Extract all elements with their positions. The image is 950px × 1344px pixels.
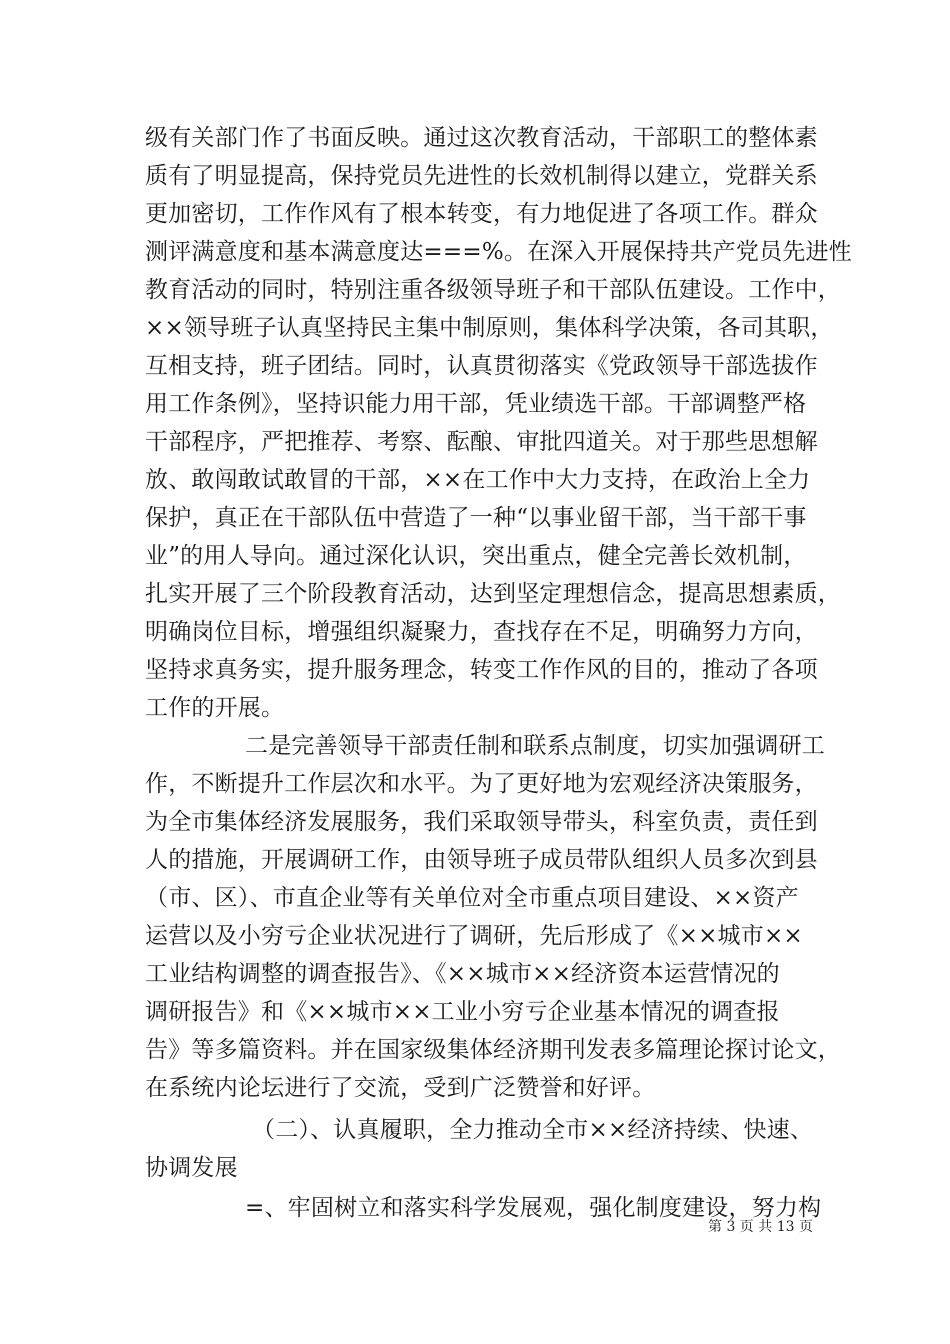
text-line: 扎实开展了三个阶段教育活动，达到坚定理想信念，提高思想素质， xyxy=(145,581,841,607)
text-line: 用工作条例》，坚持识能力用干部，凭业绩选干部。干部调整严格 xyxy=(145,391,807,417)
page-number-footer: 第 3 页 共 13 页 xyxy=(708,1219,813,1235)
text-line: 工作的开展。 xyxy=(145,695,285,721)
text-line: 坚持求真务实，提升服务理念，转变工作作风的目的，推动了各项 xyxy=(145,657,818,683)
section-heading-line: 协调发展 xyxy=(145,1155,238,1181)
section-heading-line: （二）、认真履职，全力推动全市××经济持续、快速、 xyxy=(252,1117,814,1143)
text-line: 业”的用人导向。通过深化认识，突出重点，健全完善长效机制， xyxy=(145,543,807,569)
text-line: 更加密切，工作作风有了根本转变，有力地促进了各项工作。群众 xyxy=(145,201,818,227)
text-line: 级有关部门作了书面反映。通过这次教育活动，干部职工的整体素 xyxy=(145,125,818,151)
text-line: 教育活动的同时，特别注重各级领导班子和干部队伍建设。工作中， xyxy=(145,277,841,303)
text-line: 明确岗位目标，增强组织凝聚力，查找存在不足，明确努力方向， xyxy=(145,619,818,645)
paragraph-start-line: =、牢固树立和落实科学发展观，强化制度建设，努力构 xyxy=(245,1195,822,1221)
text-line: 测评满意度和基本满意度达===%。在深入开展保持共产党员先进性 xyxy=(145,239,852,265)
text-line: 保护，真正在干部队伍中营造了一种“以事业留干部，当干部干事 xyxy=(145,505,807,531)
text-line: ××领导班子认真坚持民主集中制原则，集体科学决策，各司其职， xyxy=(145,315,834,341)
text-line: 质有了明显提高，保持党员先进性的长效机制得以建立，党群关系 xyxy=(145,163,818,189)
text-line: 运营以及小穷亏企业状况进行了调研，先后形成了《××城市×× xyxy=(145,923,803,949)
text-line: 调研报告》和《××城市××工业小穷亏企业基本情况的调查报 xyxy=(145,999,780,1025)
text-line: 为全市集体经济发展服务，我们采取领导带头，科室负责，责任到 xyxy=(145,809,818,835)
text-line: （市、区）、市直企业等有关单位对全市重点项目建设、××资产 xyxy=(145,885,799,911)
paragraph-start-line: 二是完善领导干部责任制和联系点制度，切实加强调研工 xyxy=(245,733,825,759)
text-line: 互相支持，班子团结。同时，认真贯彻落实《党政领导干部选拔作 xyxy=(145,353,818,379)
text-line: 工业结构调整的调查报告》、《××城市××经济资本运营情况的 xyxy=(145,961,780,987)
text-line: 作，不断提升工作层次和水平。为了更好地为宏观经济决策服务， xyxy=(145,771,818,797)
text-line: 告》等多篇资料。并在国家级集体经济期刊发表多篇理论探讨论文， xyxy=(145,1037,841,1063)
text-line: 人的措施，开展调研工作，由领导班子成员带队组织人员多次到县 xyxy=(145,847,818,873)
text-line: 干部程序，严把推荐、考察、酝酿、审批四道关。对于那些思想解 xyxy=(145,429,818,455)
text-line: 在系统内论坛进行了交流，受到广泛赞誉和好评。 xyxy=(145,1075,656,1101)
text-line: 放、敢闯敢试敢冒的干部，××在工作中大力支持，在政治上全力 xyxy=(145,467,811,493)
